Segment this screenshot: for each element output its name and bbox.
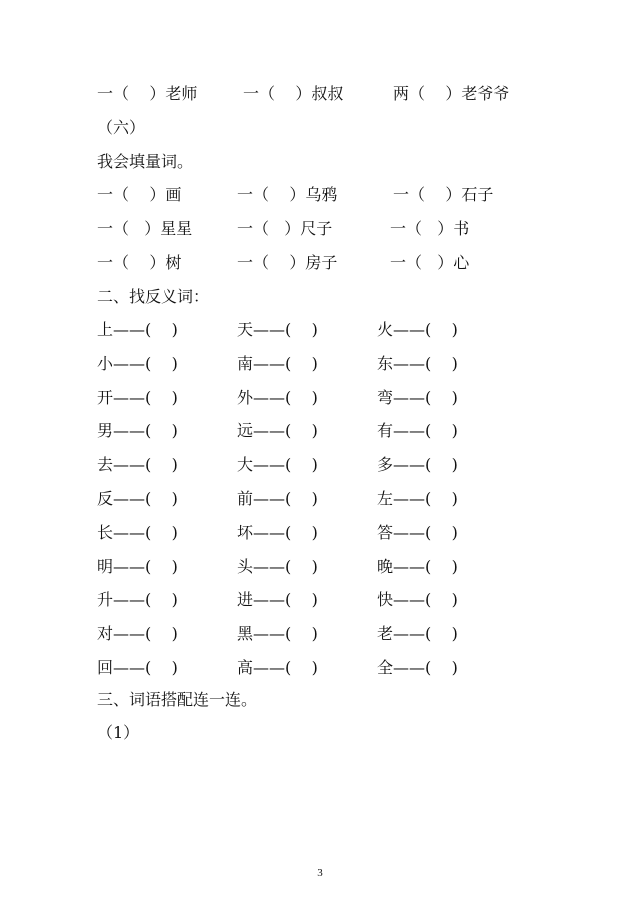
antonym-item: 头——( ) <box>237 557 318 576</box>
section-six-label: （六） <box>97 118 146 137</box>
antonym-item: 答——( ) <box>377 523 458 542</box>
row1-item-1: 一（ ）老师 <box>97 84 198 103</box>
page-number: 3 <box>317 867 323 879</box>
antonym-item: 快——( ) <box>377 590 458 609</box>
antonym-item: 左——( ) <box>377 489 458 508</box>
measure-item: 一（ ）尺子 <box>237 219 333 238</box>
antonym-item: 明——( ) <box>97 557 178 576</box>
row1-item-2: 一（ ）叔叔 <box>243 84 344 103</box>
antonym-item: 外——( ) <box>237 388 318 407</box>
antonym-item: 对——( ) <box>97 624 178 643</box>
measure-item: 一（ ）树 <box>97 253 182 272</box>
measure-item: 一（ ）心 <box>390 253 470 272</box>
match-sub-label: （1） <box>97 723 140 742</box>
antonym-item: 反——( ) <box>97 489 178 508</box>
measure-item: 一（ ）画 <box>97 185 182 204</box>
antonym-item: 小——( ) <box>97 354 178 373</box>
antonym-item: 晚——( ) <box>377 557 458 576</box>
antonym-item: 进——( ) <box>237 590 318 609</box>
antonym-item: 全——( ) <box>377 658 458 677</box>
measure-item: 一（ ）书 <box>390 219 470 238</box>
antonym-item: 长——( ) <box>97 523 178 542</box>
measure-item: 一（ ）房子 <box>237 253 338 272</box>
antonym-item: 多——( ) <box>377 455 458 474</box>
antonym-item: 男——( ) <box>97 421 178 440</box>
row1-item-3: 两（ ）老爷爷 <box>393 84 510 103</box>
antonym-item: 老——( ) <box>377 624 458 643</box>
measure-item: 一（ ）石子 <box>393 185 494 204</box>
antonym-item: 大——( ) <box>237 455 318 474</box>
antonym-item: 高——( ) <box>237 658 318 677</box>
antonym-item: 上——( ) <box>97 320 178 339</box>
measure-item: 一（ ）星星 <box>97 219 193 238</box>
antonym-item: 开——( ) <box>97 388 178 407</box>
antonym-item: 弯——( ) <box>377 388 458 407</box>
antonym-item: 去——( ) <box>97 455 178 474</box>
antonym-heading: 二、找反义词： <box>97 287 210 306</box>
measure-word-heading: 我会填量词。 <box>97 152 194 171</box>
antonym-item: 东——( ) <box>377 354 458 373</box>
antonym-item: 升——( ) <box>97 590 178 609</box>
antonym-item: 黑——( ) <box>237 624 318 643</box>
antonym-item: 坏——( ) <box>237 523 318 542</box>
measure-item: 一（ ）乌鸦 <box>237 185 338 204</box>
antonym-item: 南——( ) <box>237 354 318 373</box>
antonym-item: 天——( ) <box>237 320 318 339</box>
antonym-item: 前——( ) <box>237 489 318 508</box>
match-heading: 三、词语搭配连一连。 <box>97 690 258 709</box>
antonym-item: 有——( ) <box>377 421 458 440</box>
antonym-item: 回——( ) <box>97 658 178 677</box>
antonym-item: 远——( ) <box>237 421 318 440</box>
antonym-item: 火——( ) <box>377 320 458 339</box>
